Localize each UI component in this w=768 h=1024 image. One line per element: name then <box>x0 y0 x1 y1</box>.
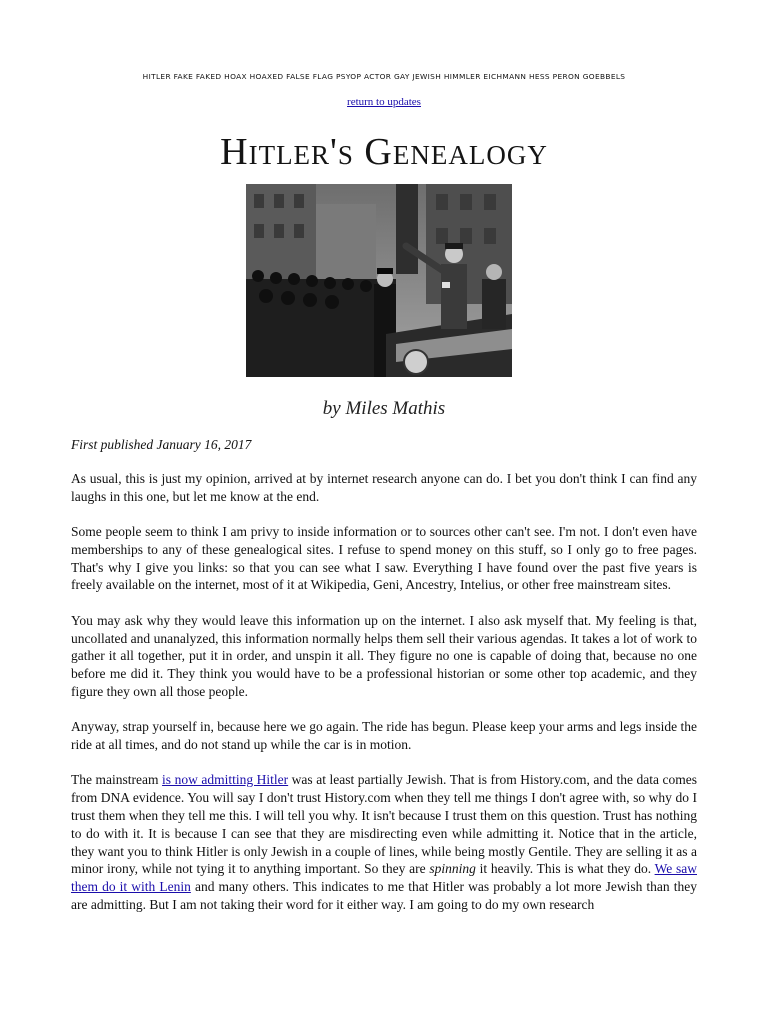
return-to-updates-link[interactable]: return to updates <box>347 96 421 108</box>
page-title: Hitler's Genealogy <box>220 131 548 173</box>
paragraph-5-text: it heavily. This is what they do. <box>475 861 655 877</box>
lenin-link[interactable]: We saw them do it with Lenin <box>71 861 697 895</box>
published-date: First published January 16, 2017 <box>71 437 252 452</box>
paragraph-5 <box>71 771 697 913</box>
historical-photo <box>246 184 512 377</box>
paragraph-5-text: was at least partially Jewish. That is from History.com, and the data comes from DNA evidence. You will say I don't trust History.com when they tell me things I don't agree with, so why do I trust them when they tell me this. I will tell you why. It isn't because I trust them on this question. Trust has nothing to do with it. It is because I can see that they are misdirecting even while admitting it. Notice that in the article, they want you to think Hitler is only Jewish in a couple of lines, while being mostly Gentile. They are selling it as a minor irony, while not tying it to anything important. So they are <box>71 772 697 877</box>
paragraph-4: Anyway, strap yourself in, because here we go again. The ride has begun. Please keep your arms and legs inside the ride at all times, and do not stand up while the car is in motion. <box>71 719 697 753</box>
paragraph-5-text: and many others. This indicates to me that Hitler was probably a lot more Jewish than they are admitting. But I am not taking their word for it either way. I am going to do my own research <box>71 879 697 912</box>
history-com-link[interactable]: is now admitting Hitler <box>162 772 289 788</box>
paragraph-3: You may ask why they would leave this information up on the internet. I also ask myself that. My feeling is that, uncollated and unanalyzed, this information normally helps them sell their various agendas. It takes a lot of work to gather it all together, put it in order, and unspin it all. They figure no one is capable of doing that, because no one before me did it. They think you would have to be a professional historian or some other top academic, and they figure they own all those people. <box>71 612 697 699</box>
emphasis-text: spinning <box>429 861 476 877</box>
article-body <box>71 470 697 931</box>
paragraph-5-text: The mainstream <box>71 772 163 788</box>
keywords-line: HITLER FAKE FAKED HOAX HOAXED FALSE FLAG PSYOP ACTOR GAY JEWISH HIMMLER EICHMANN HESS PERON GOEBBELS <box>142 72 626 81</box>
paragraph-2: Some people seem to think I am privy to inside information or to sources other can't see. I'm not. I don't even have memberships to any of these genealogical sites. I refuse to spend money on this stuff, so I only go to free pages. That's why I give you links: so that you can see what I saw. Everything I have found over the past five years is freely available on the internet, most of it at Wikipedia, Geni, Ancestry, Intelius, or other free mainstream sites. <box>71 524 697 593</box>
paragraph-1: As usual, this is just my opinion, arrived at by internet research anyone can do. I bet you don't think I can find any laughs in this one, but let me know at the end. <box>71 471 697 504</box>
author-byline: by Miles Mathis <box>322 398 446 419</box>
